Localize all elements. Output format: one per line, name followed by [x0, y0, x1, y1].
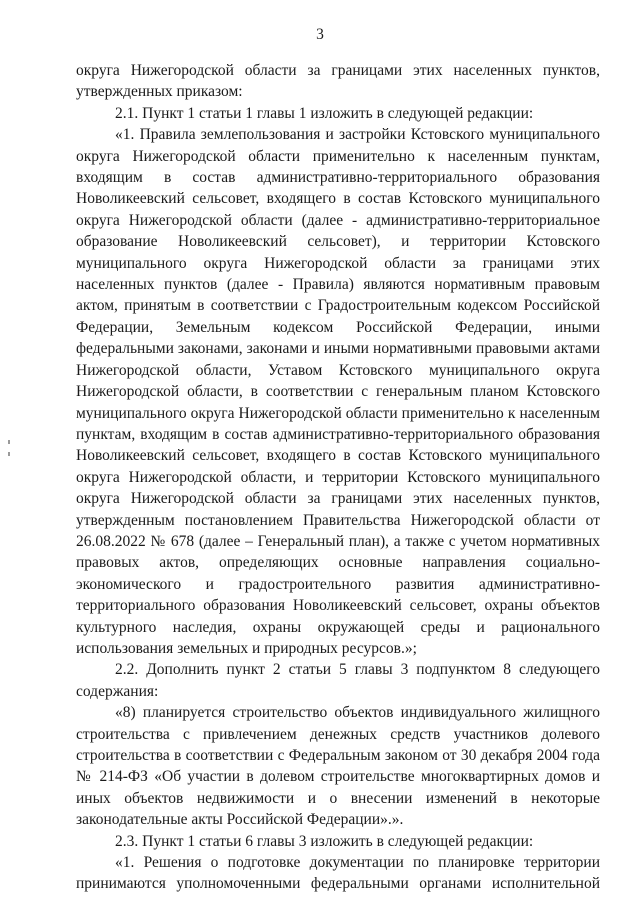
- paragraph: «8) планируется строительство объектов индивидуального жилищного строительства с привлечением денежных средств участников долевого строительства в соответствии с Федеральным законом от 30 декабря 2004 года № 214-ФЗ «Об участии в долевом строительстве многоквартирных домов и иных объектов недвижимости и о внесении изменений в некоторые законодательные акты Российской Федерации».».: [76, 704, 600, 829]
- paragraph: округа Нижегородской области за границами этих населенных пунктов, утвержденных приказом:: [76, 62, 600, 101]
- document-body: [76, 60, 600, 895]
- margin-scan-mark: [8, 440, 10, 444]
- paragraph: «1. Решения о подготовке документации по планировке территории принимаются уполномоченными федеральными органами исполнительной: [76, 854, 600, 893]
- paragraph: «1. Правила землепользования и застройки Кстовского муниципального округа Нижегородской области применительно к населенным пунктам, входящим в состав административно-территориального образования Новоликеевский сельсовет, входящего в состав Кстовского муниципального округа Нижегородской области (далее - административно-территориальное образование Новоликеевский сельсовет), и территории Кстовского муниципального округа Нижегородской области за границами этих населенных пунктов (далее - Правила) являются нормативным правовым актом, принятым в соответствии с Градостроительным кодексом Российской Федерации, Земельным кодексом Российской Федерации, иными федеральными законами, законами и иными нормативными правовыми актами Нижегородской области, Уставом Кстовского муниципального округа Нижегородской области, в соответствии с генеральным планом Кстовского муниципального округа Нижегородской области применительно к населенным пунктам, входящим в состав административно-территориального образования Новоликеевский сельсовет, входящего в состав Кстовского муниципального округа Нижегородской области, и территории Кстовского муниципального округа Нижегородской области за границами этих населенных пунктов, утвержденным постановлением Правительства Нижегородской области от 26.08.2022 № 678 (далее – Генеральный план), а также с учетом нормативных правовых актов, определяющих основные направления социально-экономического и градостроительного развития административно-территориального образования Новоликеевский сельсовет, охраны объектов культурного наследия, охраны окружающей среды и рационального использования земельных и природных ресурсов.»;: [76, 126, 600, 657]
- paragraph: 2.1. Пункт 1 статьи 1 главы 1 изложить в следующей редакции:: [115, 104, 534, 122]
- paragraph: 2.3. Пункт 1 статьи 6 главы 3 изложить в следующей редакции:: [115, 832, 534, 850]
- margin-scan-mark: [8, 452, 10, 456]
- paragraph: 2.2. Дополнить пункт 2 статьи 5 главы 3 подпунктом 8 следующего содержания:: [76, 661, 600, 700]
- page-number: 3: [316, 26, 324, 43]
